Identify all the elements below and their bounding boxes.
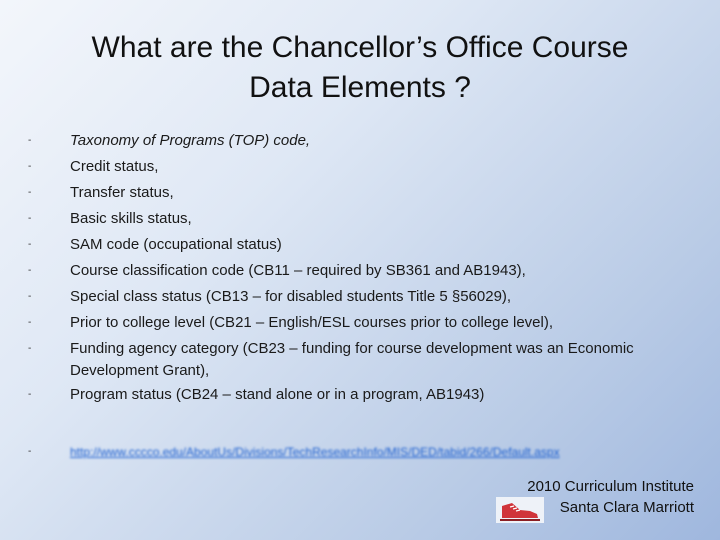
bullet-marker: - [28,291,32,302]
reference-link-row [28,439,688,465]
list-item [28,382,688,408]
bullet-marker: - [28,389,32,400]
bullet-marker: - [28,135,32,146]
title-line-1: What are the Chancellor’s Office Course [91,31,629,64]
bullet-text: Course classification code (CB11 – required by SB361 and AB1943), [70,262,526,279]
slide-title [40,28,680,108]
bullet-marker: - [28,161,32,172]
list-item [28,284,688,310]
bullet-marker: - [28,239,32,250]
bullet-marker: - [28,265,32,276]
bullet-text: Prior to college level (CB21 – English/ESL courses prior to college level), [70,314,554,331]
bullet-marker: - [28,317,32,328]
bullet-text: Credit status, [70,158,159,175]
bullet-text: Funding agency category (CB23 – funding for course development was an Economic Development Grant), [70,340,634,379]
bullet-text: SAM code (occupational status) [70,236,282,253]
list-item [28,154,688,180]
list-item [28,336,688,382]
list-item [28,206,688,232]
bullet-list [28,128,688,408]
bullet-text: Taxonomy of Programs (TOP) code, [70,132,311,149]
footer-event: 2010 Curriculum Institute [527,478,694,495]
list-item [28,310,688,336]
list-item [28,258,688,284]
list-item [28,180,688,206]
title-line-2: Data Elements ? [249,71,471,104]
bullet-marker: - [28,446,32,457]
bullet-text: Special class status (CB13 – for disabled students Title 5 §56029), [70,288,512,305]
bullet-text: Program status (CB24 – stand alone or in a program, AB1943) [70,386,485,403]
footer [527,476,694,518]
list-item [28,128,688,154]
bullet-text: Basic skills status, [70,210,192,227]
bullet-marker: - [28,343,32,354]
footer-venue: Santa Clara Marriott [559,499,694,516]
reference-link[interactable]: http://www.cccco.edu/AboutUs/Divisions/TechResearchInfo/MIS/DED/tabid/266/Default.aspx [70,445,560,459]
bullet-marker: - [28,213,32,224]
bullet-marker: - [28,187,32,198]
bullet-text: Transfer status, [70,184,174,201]
list-item [28,232,688,258]
